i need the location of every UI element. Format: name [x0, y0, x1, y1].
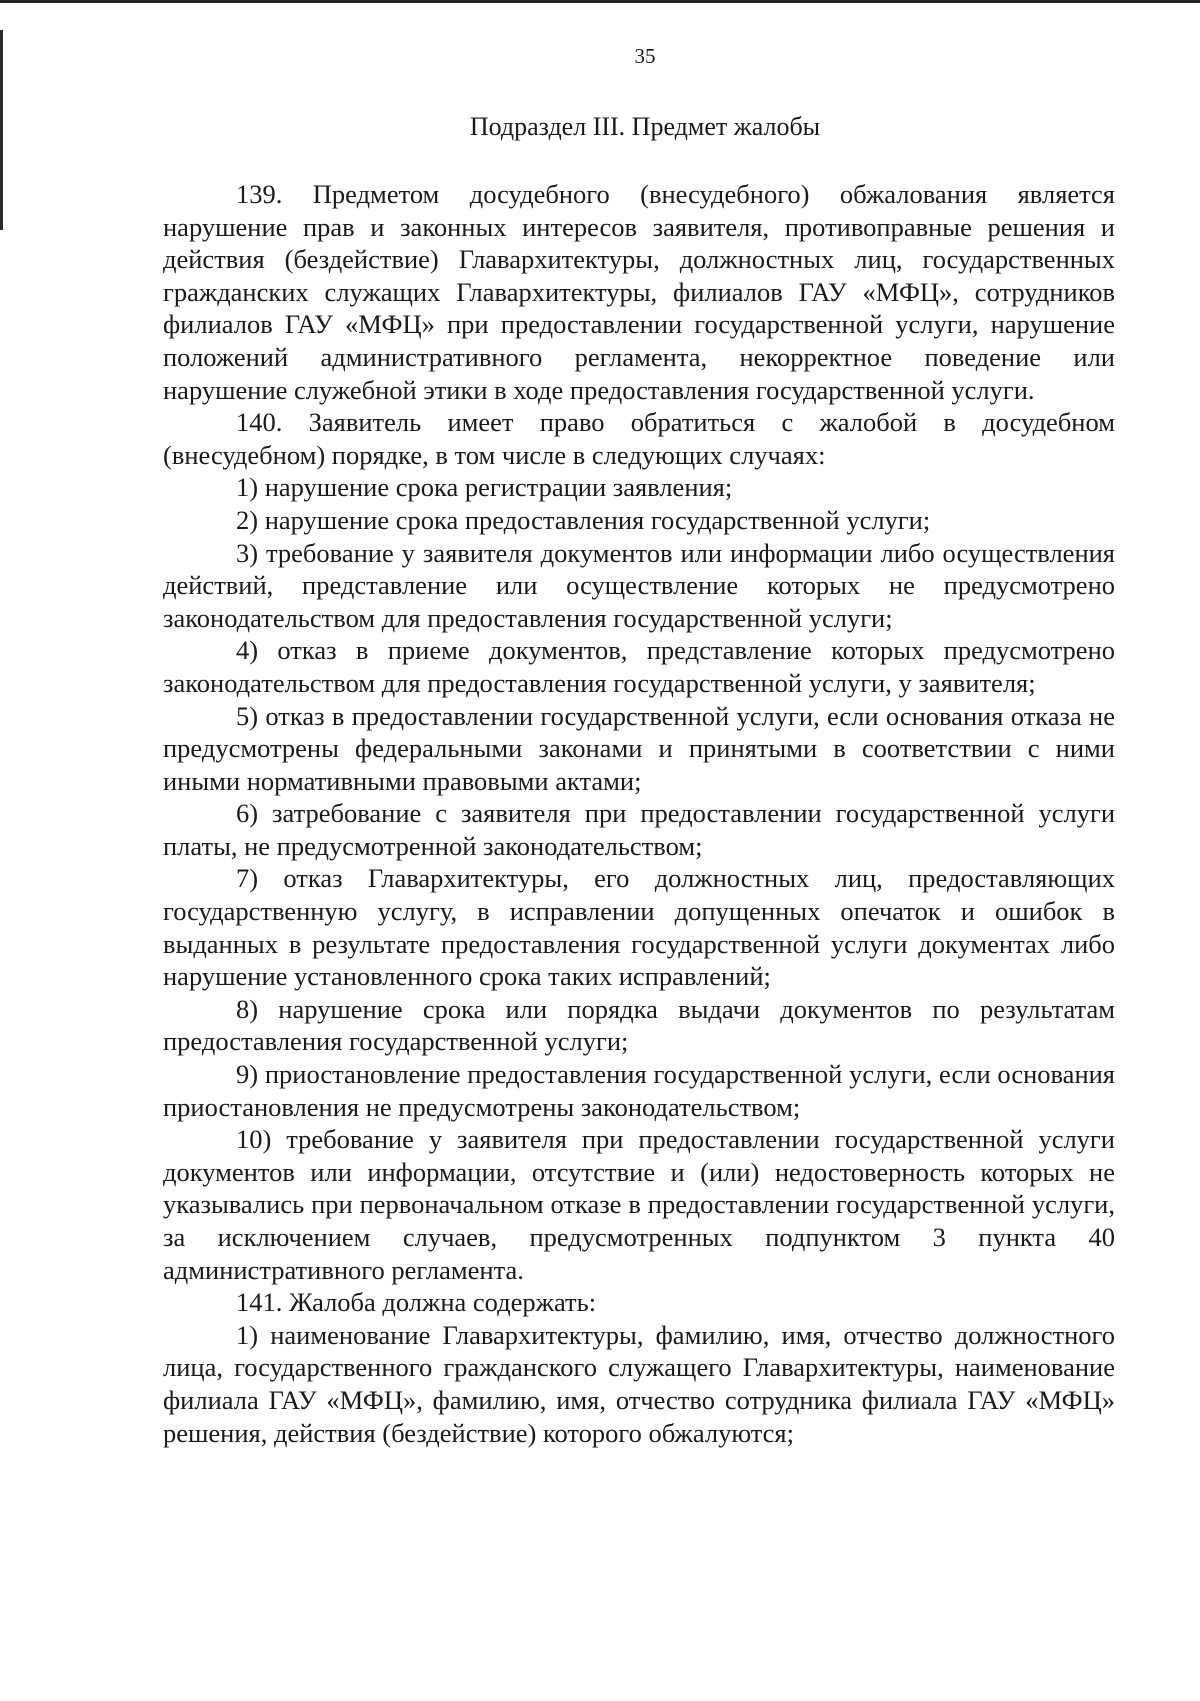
- list-item-140-2: 2) нарушение срока предоставления государственной услуги;: [236, 504, 931, 535]
- list-item-141-1: 1) наименование Главархитектуры, фамилию, имя, отчество должностного лица, государственного гражданского служащего Главархитектуры, наименование филиала ГАУ «МФЦ», фамилию, имя, отчество сотрудника филиала ГАУ «МФЦ» решения, действия (бездействие) которого обжалуются;: [163, 1319, 1115, 1448]
- page-number: 35: [634, 44, 656, 68]
- scan-top-edge: [0, 0, 1200, 3]
- list-item-140-9: 9) приостановление предоставления государственной услуги, если основания приостановления не предусмотрены законодательством;: [163, 1059, 1115, 1122]
- paragraph-140: 140. Заявитель имеет право обратиться с жалобой в досудебном (внесудебном) порядке, в том числе в следующих случаях:: [163, 407, 1115, 470]
- list-item-140-5: 5) отказ в предоставлении государственной услуги, если основания отказа не предусмотрены федеральными законами и принятыми в соответствии с ними иными нормативными правовыми актами;: [163, 700, 1115, 796]
- body-text: [163, 178, 1115, 1449]
- list-item-140-4: 4) отказ в приеме документов, представление которых предусмотрено законодательством для предоставления государственной услуги, у заявителя;: [163, 635, 1115, 698]
- list-item-140-10: 10) требование у заявителя при предоставлении государственной услуги документов или информации, отсутствие и (или) недостоверность которых не указывались при первоначальном отказе в предоставлении государственной услуги, за исключением случаев, предусмотренных подпунктом 3 пункта 40 административного регламента.: [163, 1124, 1115, 1285]
- list-item-140-6: 6) затребование с заявителя при предоставлении государственной услуги платы, не предусмотренной законодательством;: [163, 798, 1115, 861]
- list-item-140-1: 1) нарушение срока регистрации заявления;: [236, 472, 733, 503]
- paragraph-139: 139. Предметом досудебного (внесудебного) обжалования является нарушение прав и законных интересов заявителя, противоправные решения и действия (бездействие) Главархитектуры, должностных лиц, государственных гражданских служащих Главархитектуры, филиалов ГАУ «МФЦ», сотрудников филиалов ГАУ «МФЦ» при предоставлении государственной услуги, нарушение положений административного регламента, некорректное поведение или нарушение служебной этики в ходе предоставления государственной услуги.: [163, 179, 1115, 405]
- list-item-140-7: 7) отказ Главархитектуры, его должностных лиц, предоставляющих государственную услугу, в исправлении допущенных опечаток и ошибок в выданных в результате предоставления государственной услуги документах либо нарушение установленного срока таких исправлений;: [163, 863, 1115, 992]
- paragraph-141: 141. Жалоба должна содержать:: [236, 1287, 597, 1318]
- list-item-140-8: 8) нарушение срока или порядка выдачи документов по результатам предоставления государственной услуги;: [163, 993, 1115, 1057]
- list-item-140-3: 3) требование у заявителя документов или информации либо осуществления действий, представление или осуществление которых не предусмотрено законодательством для предоставления государственной услуги;: [163, 537, 1115, 633]
- subsection-title: Подраздел III. Предмет жалобы: [469, 112, 821, 141]
